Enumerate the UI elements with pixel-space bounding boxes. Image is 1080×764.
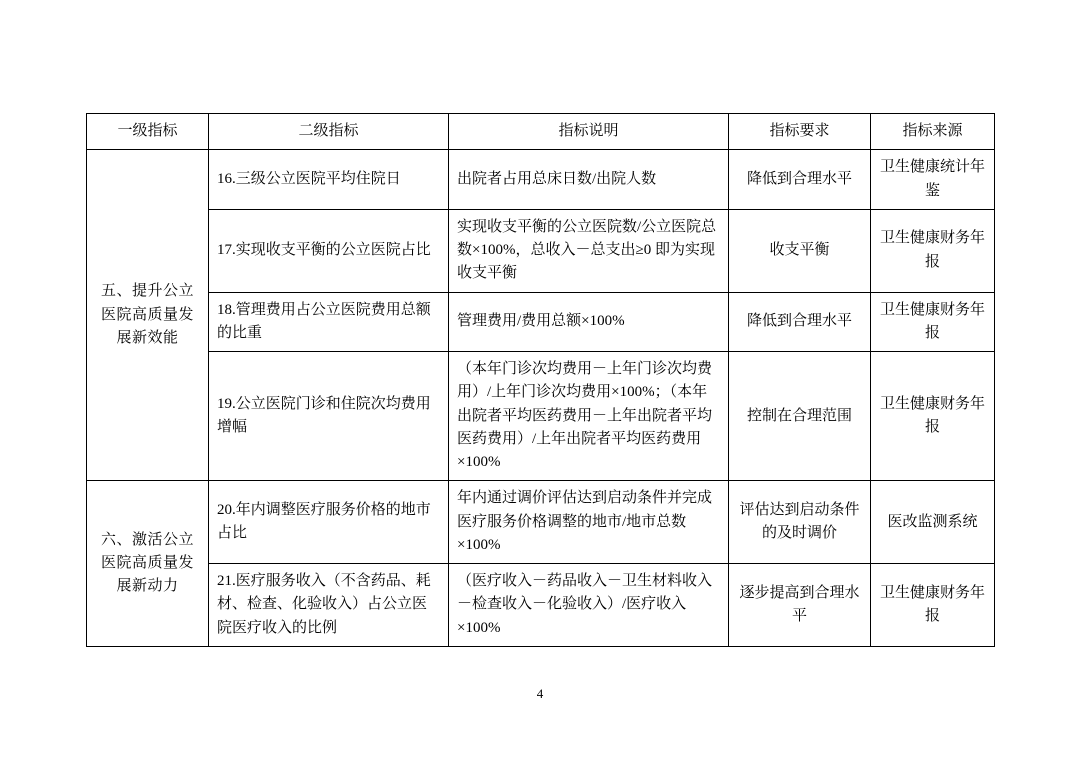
- indicator-source-18: 卫生健康财务年报: [871, 292, 995, 352]
- indicator-description-20: 年内通过调价评估达到启动条件并完成医疗服务价格调整的地市/地市总数×100%: [449, 481, 729, 564]
- indicator-source-16: 卫生健康统计年鉴: [871, 150, 995, 210]
- table-body: [87, 150, 995, 647]
- indicator-source-19: 卫生健康财务年报: [871, 352, 995, 481]
- indicator-requirement-17: 收支平衡: [729, 209, 871, 292]
- table-row: [87, 150, 995, 210]
- table-row: [87, 481, 995, 564]
- header-cell-level1: 一级指标: [87, 114, 209, 150]
- indicator-name-17: 17.实现收支平衡的公立医院占比: [209, 209, 449, 292]
- indicator-description-19: （本年门诊次均费用－上年门诊次均费用）/上年门诊次均费用×100%；（本年出院者平均医药费用－上年出院者平均医药费用）/上年出院者平均医药费用×100%: [449, 352, 729, 481]
- indicator-description-16: 出院者占用总床日数/出院人数: [449, 150, 729, 210]
- indicator-table-container: [86, 113, 994, 647]
- header-cell-source: 指标来源: [871, 114, 995, 150]
- indicator-name-20: 20.年内调整医疗服务价格的地市占比: [209, 481, 449, 564]
- table-header: [87, 114, 995, 150]
- indicator-name-16: 16.三级公立医院平均住院日: [209, 150, 449, 210]
- indicator-requirement-16: 降低到合理水平: [729, 150, 871, 210]
- header-cell-level2: 二级指标: [209, 114, 449, 150]
- indicator-requirement-19: 控制在合理范围: [729, 352, 871, 481]
- indicator-requirement-20: 评估达到启动条件的及时调价: [729, 481, 871, 564]
- indicator-source-20: 医改监测系统: [871, 481, 995, 564]
- indicator-source-17: 卫生健康财务年报: [871, 209, 995, 292]
- table-row: [87, 292, 995, 352]
- indicator-description-21: （医疗收入－药品收入－卫生材料收入－检查收入－化验收入）/医疗收入×100%: [449, 564, 729, 647]
- indicator-name-18: 18.管理费用占公立医院费用总额的比重: [209, 292, 449, 352]
- table-row: [87, 352, 995, 481]
- table-header-row: [87, 114, 995, 150]
- page-number: 4: [536, 686, 544, 701]
- indicator-requirement-21: 逐步提高到合理水平: [729, 564, 871, 647]
- header-cell-description: 指标说明: [449, 114, 729, 150]
- indicator-name-19: 19.公立医院门诊和住院次均费用增幅: [209, 352, 449, 481]
- category-cell-group-five: 五、提升公立医院高质量发展新效能: [87, 150, 209, 481]
- table-row: [87, 209, 995, 292]
- indicator-source-21: 卫生健康财务年报: [871, 564, 995, 647]
- indicator-description-17: 实现收支平衡的公立医院数/公立医院总数×100%，总收入－总支出≥0 即为实现收支平衡: [449, 209, 729, 292]
- indicator-description-18: 管理费用/费用总额×100%: [449, 292, 729, 352]
- category-cell-group-six: 六、激活公立医院高质量发展新动力: [87, 481, 209, 647]
- indicator-name-21: 21.医疗服务收入（不含药品、耗材、检查、化验收入）占公立医院医疗收入的比例: [209, 564, 449, 647]
- indicator-table: [86, 113, 995, 647]
- indicator-requirement-18: 降低到合理水平: [729, 292, 871, 352]
- header-cell-requirement: 指标要求: [729, 114, 871, 150]
- table-row: [87, 564, 995, 647]
